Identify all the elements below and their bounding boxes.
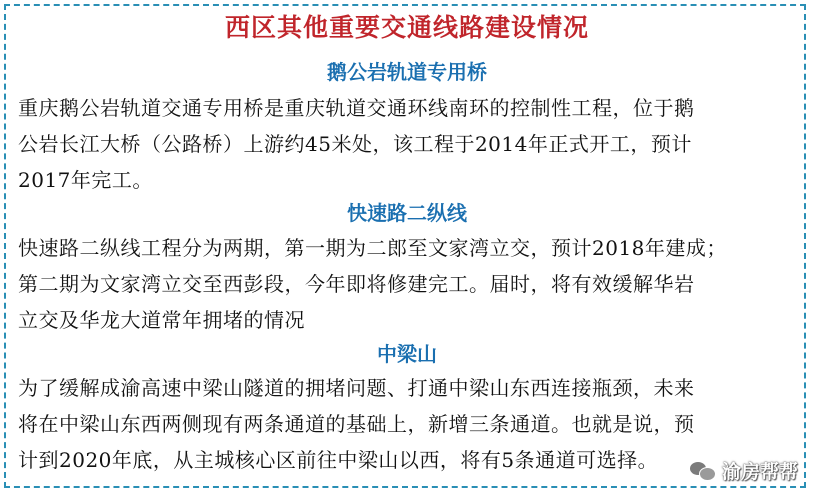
watermark-text: 渝房帮帮 xyxy=(721,461,798,483)
paragraph-line: 重庆鹅公岩轨道交通专用桥是重庆轨道交通环线南环的控制性工程，位于鹅 xyxy=(18,96,695,120)
section-heading-zhongliangshan: 中梁山 xyxy=(377,342,437,366)
paragraph-line: 快速路二纵线工程分为两期，第一期为二郎至文家湾立交，预计2018年建成； xyxy=(18,236,727,260)
section-paragraph-expressway xyxy=(18,230,804,338)
paragraph-line: 立交及华龙大道常年拥堵的情况 xyxy=(18,308,305,332)
section-heading-expressway: 快速路二纵线 xyxy=(347,201,467,225)
watermark xyxy=(686,455,802,486)
wechat-icon xyxy=(690,461,716,481)
paragraph-line: 第二期为文家湾立交至西彭段，今年即将修建完工。届时，将有效缓解华岩 xyxy=(18,272,695,296)
section-heading-bridge: 鹅公岩轨道专用桥 xyxy=(327,60,487,84)
paragraph-line: 2017年完工。 xyxy=(18,168,153,192)
section-paragraph-bridge xyxy=(18,90,804,198)
paragraph-line: 将在中梁山东西两侧现有两条通道的基础上，新增三条通道。也就是说，预 xyxy=(18,412,695,436)
paragraph-line: 为了缓解成渝高速中梁山隧道的拥堵问题、打通中梁山东西连接瓶颈，未来 xyxy=(18,376,695,400)
paragraph-line: 公岩长江大桥（公路桥）上游约45米处，该工程于2014年正式开工，预计 xyxy=(18,132,692,156)
page-title: 西区其他重要交通线路建设情况 xyxy=(224,13,589,42)
paragraph-line: 计到2020年底，从主城核心区前往中梁山以西，将有5条通道可选择。 xyxy=(18,448,659,472)
